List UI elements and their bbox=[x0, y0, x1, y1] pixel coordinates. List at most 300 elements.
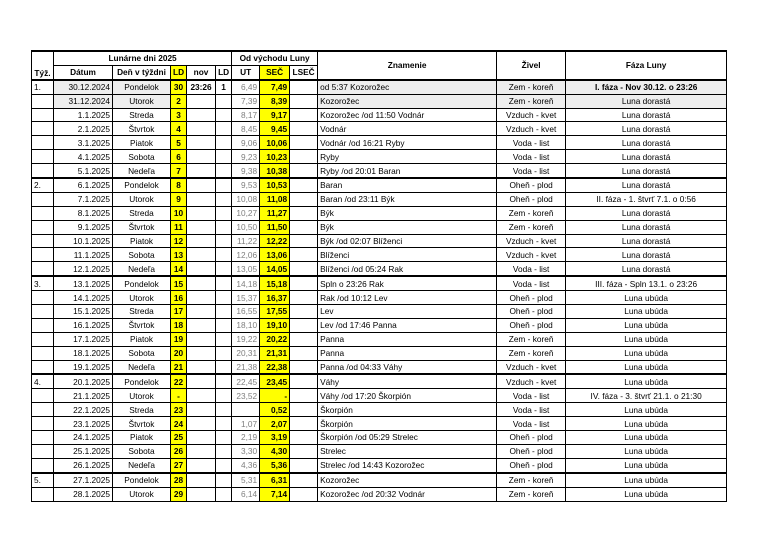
table-row bbox=[32, 389, 727, 403]
table-row bbox=[32, 318, 727, 332]
cell-ld: 15 bbox=[171, 276, 187, 290]
cell-sec: 4,30 bbox=[260, 444, 290, 458]
cell-ld2 bbox=[216, 346, 232, 360]
cell-lsec bbox=[290, 389, 318, 403]
cell-week: 1. bbox=[32, 80, 54, 94]
cell-sign: Spln o 23:26 Rak bbox=[318, 276, 497, 290]
cell-week bbox=[32, 192, 54, 206]
cell-week: 2. bbox=[32, 178, 54, 192]
cell-ld: 8 bbox=[171, 178, 187, 192]
table-row bbox=[32, 80, 727, 94]
cell-sec: 10,06 bbox=[260, 136, 290, 150]
cell-date: 19.1.2025 bbox=[54, 360, 113, 374]
cell-ld2 bbox=[216, 164, 232, 178]
cell-weekday: Piatok bbox=[113, 234, 171, 248]
cell-sec: 10,53 bbox=[260, 178, 290, 192]
cell-ld2 bbox=[216, 389, 232, 403]
cell-nov: 23:26 bbox=[187, 80, 216, 94]
cell-ld2 bbox=[216, 94, 232, 108]
cell-sign: Panna /od 04:33 Váhy bbox=[318, 360, 497, 374]
cell-week bbox=[32, 360, 54, 374]
cell-ld: 9 bbox=[171, 192, 187, 206]
cell-date: 21.1.2025 bbox=[54, 389, 113, 403]
cell-element: Voda - list bbox=[497, 164, 566, 178]
cell-phase: Luna dorastá bbox=[566, 136, 727, 150]
cell-phase: Luna ubúda bbox=[566, 403, 727, 417]
table-row bbox=[32, 192, 727, 206]
cell-sec: 10,38 bbox=[260, 164, 290, 178]
cell-sign: Ryby /od 20:01 Baran bbox=[318, 164, 497, 178]
lunar-table bbox=[31, 50, 727, 502]
cell-week bbox=[32, 220, 54, 234]
table-body bbox=[32, 80, 727, 501]
cell-phase: I. fáza - Nov 30.12. o 23:26 bbox=[566, 80, 727, 94]
cell-week: 3. bbox=[32, 276, 54, 290]
cell-ut bbox=[232, 403, 260, 417]
cell-ut: 16,55 bbox=[232, 305, 260, 319]
table-row bbox=[32, 122, 727, 136]
cell-ut: 10,50 bbox=[232, 220, 260, 234]
cell-phase: Luna dorastá bbox=[566, 164, 727, 178]
table-row bbox=[32, 262, 727, 276]
cell-nov bbox=[187, 458, 216, 472]
cell-date: 10.1.2025 bbox=[54, 234, 113, 248]
cell-phase: Luna ubúda bbox=[566, 444, 727, 458]
cell-lsec bbox=[290, 164, 318, 178]
cell-ld2 bbox=[216, 178, 232, 192]
cell-date: 5.1.2025 bbox=[54, 164, 113, 178]
cell-weekday: Nedeľa bbox=[113, 262, 171, 276]
cell-ld2 bbox=[216, 403, 232, 417]
cell-ld: 13 bbox=[171, 248, 187, 262]
cell-phase: Luna ubúda bbox=[566, 417, 727, 431]
cell-ut: 11,22 bbox=[232, 234, 260, 248]
cell-ld: 26 bbox=[171, 444, 187, 458]
cell-lsec bbox=[290, 122, 318, 136]
table-row bbox=[32, 248, 727, 262]
cell-date: 7.1.2025 bbox=[54, 192, 113, 206]
cell-date: 30.12.2024 bbox=[54, 80, 113, 94]
cell-phase: Luna ubúda bbox=[566, 346, 727, 360]
cell-ld2 bbox=[216, 444, 232, 458]
cell-phase: Luna ubúda bbox=[566, 458, 727, 472]
cell-element: Zem - koreň bbox=[497, 220, 566, 234]
cell-date: 12.1.2025 bbox=[54, 262, 113, 276]
cell-nov bbox=[187, 178, 216, 192]
cell-lsec bbox=[290, 206, 318, 220]
cell-nov bbox=[187, 318, 216, 332]
cell-ut: 9,38 bbox=[232, 164, 260, 178]
cell-sec: 11,50 bbox=[260, 220, 290, 234]
cell-date: 23.1.2025 bbox=[54, 417, 113, 431]
cell-sec: 15,18 bbox=[260, 276, 290, 290]
table-header bbox=[32, 51, 727, 80]
table-row bbox=[32, 417, 727, 431]
cell-week bbox=[32, 318, 54, 332]
table-row bbox=[32, 487, 727, 501]
table-row bbox=[32, 136, 727, 150]
cell-ld2 bbox=[216, 220, 232, 234]
cell-week bbox=[32, 346, 54, 360]
cell-nov bbox=[187, 122, 216, 136]
table-row bbox=[32, 403, 727, 417]
cell-element: Voda - list bbox=[497, 262, 566, 276]
cell-sec: 22,38 bbox=[260, 360, 290, 374]
cell-ld2 bbox=[216, 473, 232, 487]
cell-weekday: Piatok bbox=[113, 136, 171, 150]
cell-element: Oheň - plod bbox=[497, 291, 566, 305]
cell-date: 15.1.2025 bbox=[54, 305, 113, 319]
table-row bbox=[32, 431, 727, 445]
cell-sec: 12,22 bbox=[260, 234, 290, 248]
cell-date: 2.1.2025 bbox=[54, 122, 113, 136]
cell-ld2 bbox=[216, 248, 232, 262]
table-row bbox=[32, 305, 727, 319]
cell-ld2 bbox=[216, 262, 232, 276]
cell-sec: - bbox=[260, 389, 290, 403]
cell-lsec bbox=[290, 431, 318, 445]
cell-sec: 5,36 bbox=[260, 458, 290, 472]
cell-lsec bbox=[290, 346, 318, 360]
cell-ld2 bbox=[216, 374, 232, 388]
cell-lsec bbox=[290, 192, 318, 206]
cell-nov bbox=[187, 220, 216, 234]
cell-date: 11.1.2025 bbox=[54, 248, 113, 262]
cell-ld: 10 bbox=[171, 206, 187, 220]
cell-week bbox=[32, 431, 54, 445]
cell-ut: 18,10 bbox=[232, 318, 260, 332]
cell-lsec bbox=[290, 291, 318, 305]
cell-ld2 bbox=[216, 206, 232, 220]
table-row bbox=[32, 360, 727, 374]
cell-nov bbox=[187, 389, 216, 403]
cell-ld: 5 bbox=[171, 136, 187, 150]
cell-element: Zem - koreň bbox=[497, 332, 566, 346]
cell-weekday: Sobota bbox=[113, 346, 171, 360]
cell-ut: 12,06 bbox=[232, 248, 260, 262]
table-row bbox=[32, 291, 727, 305]
cell-sec: 11,08 bbox=[260, 192, 290, 206]
cell-date: 25.1.2025 bbox=[54, 444, 113, 458]
cell-week bbox=[32, 444, 54, 458]
cell-date: 16.1.2025 bbox=[54, 318, 113, 332]
cell-ld2 bbox=[216, 360, 232, 374]
cell-ut: 15,37 bbox=[232, 291, 260, 305]
cell-date: 22.1.2025 bbox=[54, 403, 113, 417]
cell-date: 6.1.2025 bbox=[54, 178, 113, 192]
weekday-header: Deň v týždni bbox=[113, 65, 171, 79]
cell-element: Oheň - plod bbox=[497, 318, 566, 332]
cell-week bbox=[32, 262, 54, 276]
cell-sec: 20,22 bbox=[260, 332, 290, 346]
cell-weekday: Sobota bbox=[113, 444, 171, 458]
cell-date: 27.1.2025 bbox=[54, 473, 113, 487]
cell-ld2 bbox=[216, 332, 232, 346]
cell-sec: 23,45 bbox=[260, 374, 290, 388]
cell-lsec bbox=[290, 374, 318, 388]
cell-phase: Luna dorastá bbox=[566, 150, 727, 164]
cell-phase: Luna ubúda bbox=[566, 305, 727, 319]
cell-sec: 14,05 bbox=[260, 262, 290, 276]
cell-date: 28.1.2025 bbox=[54, 487, 113, 501]
cell-phase: Luna ubúda bbox=[566, 291, 727, 305]
cell-sign: Škorpión bbox=[318, 417, 497, 431]
table-row bbox=[32, 444, 727, 458]
cell-ld: 27 bbox=[171, 458, 187, 472]
cell-nov bbox=[187, 403, 216, 417]
cell-sec: 3,19 bbox=[260, 431, 290, 445]
cell-ld2 bbox=[216, 458, 232, 472]
cell-nov bbox=[187, 332, 216, 346]
cell-date: 1.1.2025 bbox=[54, 108, 113, 122]
cell-ut: 1,07 bbox=[232, 417, 260, 431]
cell-ut: 20,31 bbox=[232, 346, 260, 360]
cell-element: Vzduch - kvet bbox=[497, 108, 566, 122]
cell-ld: 24 bbox=[171, 417, 187, 431]
cell-phase: Luna ubúda bbox=[566, 431, 727, 445]
table-row bbox=[32, 150, 727, 164]
cell-phase: Luna dorastá bbox=[566, 234, 727, 248]
cell-ld: 16 bbox=[171, 291, 187, 305]
cell-weekday: Utorok bbox=[113, 389, 171, 403]
cell-lsec bbox=[290, 403, 318, 417]
cell-ut: 6,14 bbox=[232, 487, 260, 501]
cell-week bbox=[32, 234, 54, 248]
phase-header: Fáza Luny bbox=[566, 51, 727, 80]
cell-sign: Kozorožec /od 20:32 Vodnár bbox=[318, 487, 497, 501]
cell-ut: 4,36 bbox=[232, 458, 260, 472]
cell-weekday: Piatok bbox=[113, 332, 171, 346]
week-header: Týž. bbox=[32, 51, 54, 80]
cell-phase: Luna dorastá bbox=[566, 262, 727, 276]
table-row bbox=[32, 332, 727, 346]
cell-week bbox=[32, 458, 54, 472]
cell-nov bbox=[187, 164, 216, 178]
cell-ut: 9,06 bbox=[232, 136, 260, 150]
cell-ld: 12 bbox=[171, 234, 187, 248]
cell-nov bbox=[187, 94, 216, 108]
cell-element: Voda - list bbox=[497, 150, 566, 164]
cell-ld: 7 bbox=[171, 164, 187, 178]
cell-week bbox=[32, 164, 54, 178]
cell-week bbox=[32, 291, 54, 305]
cell-sign: Lev bbox=[318, 305, 497, 319]
cell-nov bbox=[187, 305, 216, 319]
cell-lsec bbox=[290, 458, 318, 472]
cell-phase: Luna dorastá bbox=[566, 206, 727, 220]
cell-lsec bbox=[290, 332, 318, 346]
table-row bbox=[32, 220, 727, 234]
cell-week bbox=[32, 332, 54, 346]
cell-sign: Baran /od 23:11 Býk bbox=[318, 192, 497, 206]
cell-phase: Luna dorastá bbox=[566, 220, 727, 234]
cell-element: Vzduch - kvet bbox=[497, 360, 566, 374]
cell-ld: 14 bbox=[171, 262, 187, 276]
cell-nov bbox=[187, 473, 216, 487]
cell-nov bbox=[187, 136, 216, 150]
cell-sec: 9,45 bbox=[260, 122, 290, 136]
cell-ut: 2,19 bbox=[232, 431, 260, 445]
cell-weekday: Pondelok bbox=[113, 276, 171, 290]
cell-nov bbox=[187, 291, 216, 305]
cell-lsec bbox=[290, 417, 318, 431]
cell-ld2 bbox=[216, 136, 232, 150]
cell-weekday: Štvrtok bbox=[113, 318, 171, 332]
cell-nov bbox=[187, 431, 216, 445]
cell-week bbox=[32, 389, 54, 403]
cell-ld2 bbox=[216, 122, 232, 136]
cell-weekday: Štvrtok bbox=[113, 417, 171, 431]
table-row bbox=[32, 108, 727, 122]
cell-sec: 0,52 bbox=[260, 403, 290, 417]
cell-sign: Býk /od 02:07 Blíženci bbox=[318, 234, 497, 248]
cell-ut: 13,05 bbox=[232, 262, 260, 276]
cell-element: Zem - koreň bbox=[497, 80, 566, 94]
cell-nov bbox=[187, 417, 216, 431]
cell-phase: Luna dorastá bbox=[566, 94, 727, 108]
cell-week bbox=[32, 122, 54, 136]
cell-ld2 bbox=[216, 276, 232, 290]
cell-weekday: Streda bbox=[113, 206, 171, 220]
cell-ut: 23,52 bbox=[232, 389, 260, 403]
cell-phase: Luna ubúda bbox=[566, 318, 727, 332]
cell-lsec bbox=[290, 360, 318, 374]
cell-nov bbox=[187, 346, 216, 360]
cell-ld: 17 bbox=[171, 305, 187, 319]
cell-lsec bbox=[290, 473, 318, 487]
cell-ut: 8,17 bbox=[232, 108, 260, 122]
cell-date: 9.1.2025 bbox=[54, 220, 113, 234]
cell-weekday: Utorok bbox=[113, 94, 171, 108]
cell-sign: Vodnár /od 16:21 Ryby bbox=[318, 136, 497, 150]
ut-header: UT bbox=[232, 65, 260, 79]
cell-element: Voda - list bbox=[497, 136, 566, 150]
cell-ld2 bbox=[216, 108, 232, 122]
table-row bbox=[32, 94, 727, 108]
cell-nov bbox=[187, 192, 216, 206]
cell-sign: od 5:37 Kozorožec bbox=[318, 80, 497, 94]
cell-ld2 bbox=[216, 417, 232, 431]
cell-sec: 7,49 bbox=[260, 80, 290, 94]
cell-date: 8.1.2025 bbox=[54, 206, 113, 220]
cell-ut: 21,38 bbox=[232, 360, 260, 374]
table-row bbox=[32, 164, 727, 178]
cell-sec: 7,14 bbox=[260, 487, 290, 501]
cell-week bbox=[32, 206, 54, 220]
cell-phase: II. fáza - 1. štvrť 7.1. o 0:56 bbox=[566, 192, 727, 206]
cell-ut: 9,23 bbox=[232, 150, 260, 164]
cell-ld2 bbox=[216, 305, 232, 319]
cell-ld: 22 bbox=[171, 374, 187, 388]
cell-week bbox=[32, 248, 54, 262]
cell-nov bbox=[187, 108, 216, 122]
cell-ld: 28 bbox=[171, 473, 187, 487]
cell-ut: 10,27 bbox=[232, 206, 260, 220]
cell-element: Oheň - plod bbox=[497, 305, 566, 319]
cell-lsec bbox=[290, 94, 318, 108]
cell-phase: Luna ubúda bbox=[566, 487, 727, 501]
cell-lsec bbox=[290, 234, 318, 248]
cell-sec: 11,27 bbox=[260, 206, 290, 220]
cell-element: Zem - koreň bbox=[497, 206, 566, 220]
cell-weekday: Utorok bbox=[113, 192, 171, 206]
cell-sign: Váhy /od 17:20 Škorpión bbox=[318, 389, 497, 403]
cell-date: 26.1.2025 bbox=[54, 458, 113, 472]
cell-sign: Strelec bbox=[318, 444, 497, 458]
cell-ld: - bbox=[171, 389, 187, 403]
cell-element: Oheň - plod bbox=[497, 458, 566, 472]
cell-week bbox=[32, 136, 54, 150]
cell-element: Vzduch - kvet bbox=[497, 248, 566, 262]
cell-date: 18.1.2025 bbox=[54, 346, 113, 360]
moonrise-group-header: Od východu Luny bbox=[232, 51, 318, 65]
cell-weekday: Pondelok bbox=[113, 473, 171, 487]
cell-ut: 6,49 bbox=[232, 80, 260, 94]
cell-sec: 9,17 bbox=[260, 108, 290, 122]
cell-lsec bbox=[290, 318, 318, 332]
cell-sec: 13,06 bbox=[260, 248, 290, 262]
cell-element: Zem - koreň bbox=[497, 487, 566, 501]
cell-lsec bbox=[290, 220, 318, 234]
cell-lsec bbox=[290, 80, 318, 94]
cell-phase: Luna dorastá bbox=[566, 108, 727, 122]
cell-week: 5. bbox=[32, 473, 54, 487]
cell-lsec bbox=[290, 150, 318, 164]
cell-lsec bbox=[290, 487, 318, 501]
cell-sign: Rak /od 10:12 Lev bbox=[318, 291, 497, 305]
cell-nov bbox=[187, 150, 216, 164]
cell-ld: 19 bbox=[171, 332, 187, 346]
cell-sign: Panna bbox=[318, 332, 497, 346]
cell-lsec bbox=[290, 136, 318, 150]
table-row bbox=[32, 178, 727, 192]
cell-ut: 14,18 bbox=[232, 276, 260, 290]
element-header: Živel bbox=[497, 51, 566, 80]
cell-ut: 8,45 bbox=[232, 122, 260, 136]
table-row bbox=[32, 473, 727, 487]
cell-sign: Vodnár bbox=[318, 122, 497, 136]
cell-ld: 4 bbox=[171, 122, 187, 136]
cell-week bbox=[32, 305, 54, 319]
cell-element: Zem - koreň bbox=[497, 346, 566, 360]
cell-lsec bbox=[290, 444, 318, 458]
cell-week bbox=[32, 487, 54, 501]
cell-phase: Luna ubúda bbox=[566, 473, 727, 487]
nov-header: nov bbox=[187, 65, 216, 79]
ld2-header: LD bbox=[216, 65, 232, 79]
date-header: Dátum bbox=[54, 65, 113, 79]
table-row bbox=[32, 458, 727, 472]
cell-week bbox=[32, 94, 54, 108]
cell-ut: 10,08 bbox=[232, 192, 260, 206]
cell-date: 20.1.2025 bbox=[54, 374, 113, 388]
sec-header: SEČ bbox=[260, 65, 290, 79]
cell-ld: 6 bbox=[171, 150, 187, 164]
cell-nov bbox=[187, 206, 216, 220]
cell-ld2: 1 bbox=[216, 80, 232, 94]
cell-nov bbox=[187, 276, 216, 290]
table-row bbox=[32, 346, 727, 360]
cell-phase: IV. fáza - 3. štvrť 21.1. o 21:30 bbox=[566, 389, 727, 403]
cell-week bbox=[32, 150, 54, 164]
cell-sign: Škorpión /od 05:29 Strelec bbox=[318, 431, 497, 445]
lsec-header: LSEČ bbox=[290, 65, 318, 79]
cell-sec: 2,07 bbox=[260, 417, 290, 431]
cell-date: 24.1.2025 bbox=[54, 431, 113, 445]
cell-sign: Blíženci bbox=[318, 248, 497, 262]
cell-weekday: Pondelok bbox=[113, 80, 171, 94]
cell-element: Vzduch - kvet bbox=[497, 234, 566, 248]
